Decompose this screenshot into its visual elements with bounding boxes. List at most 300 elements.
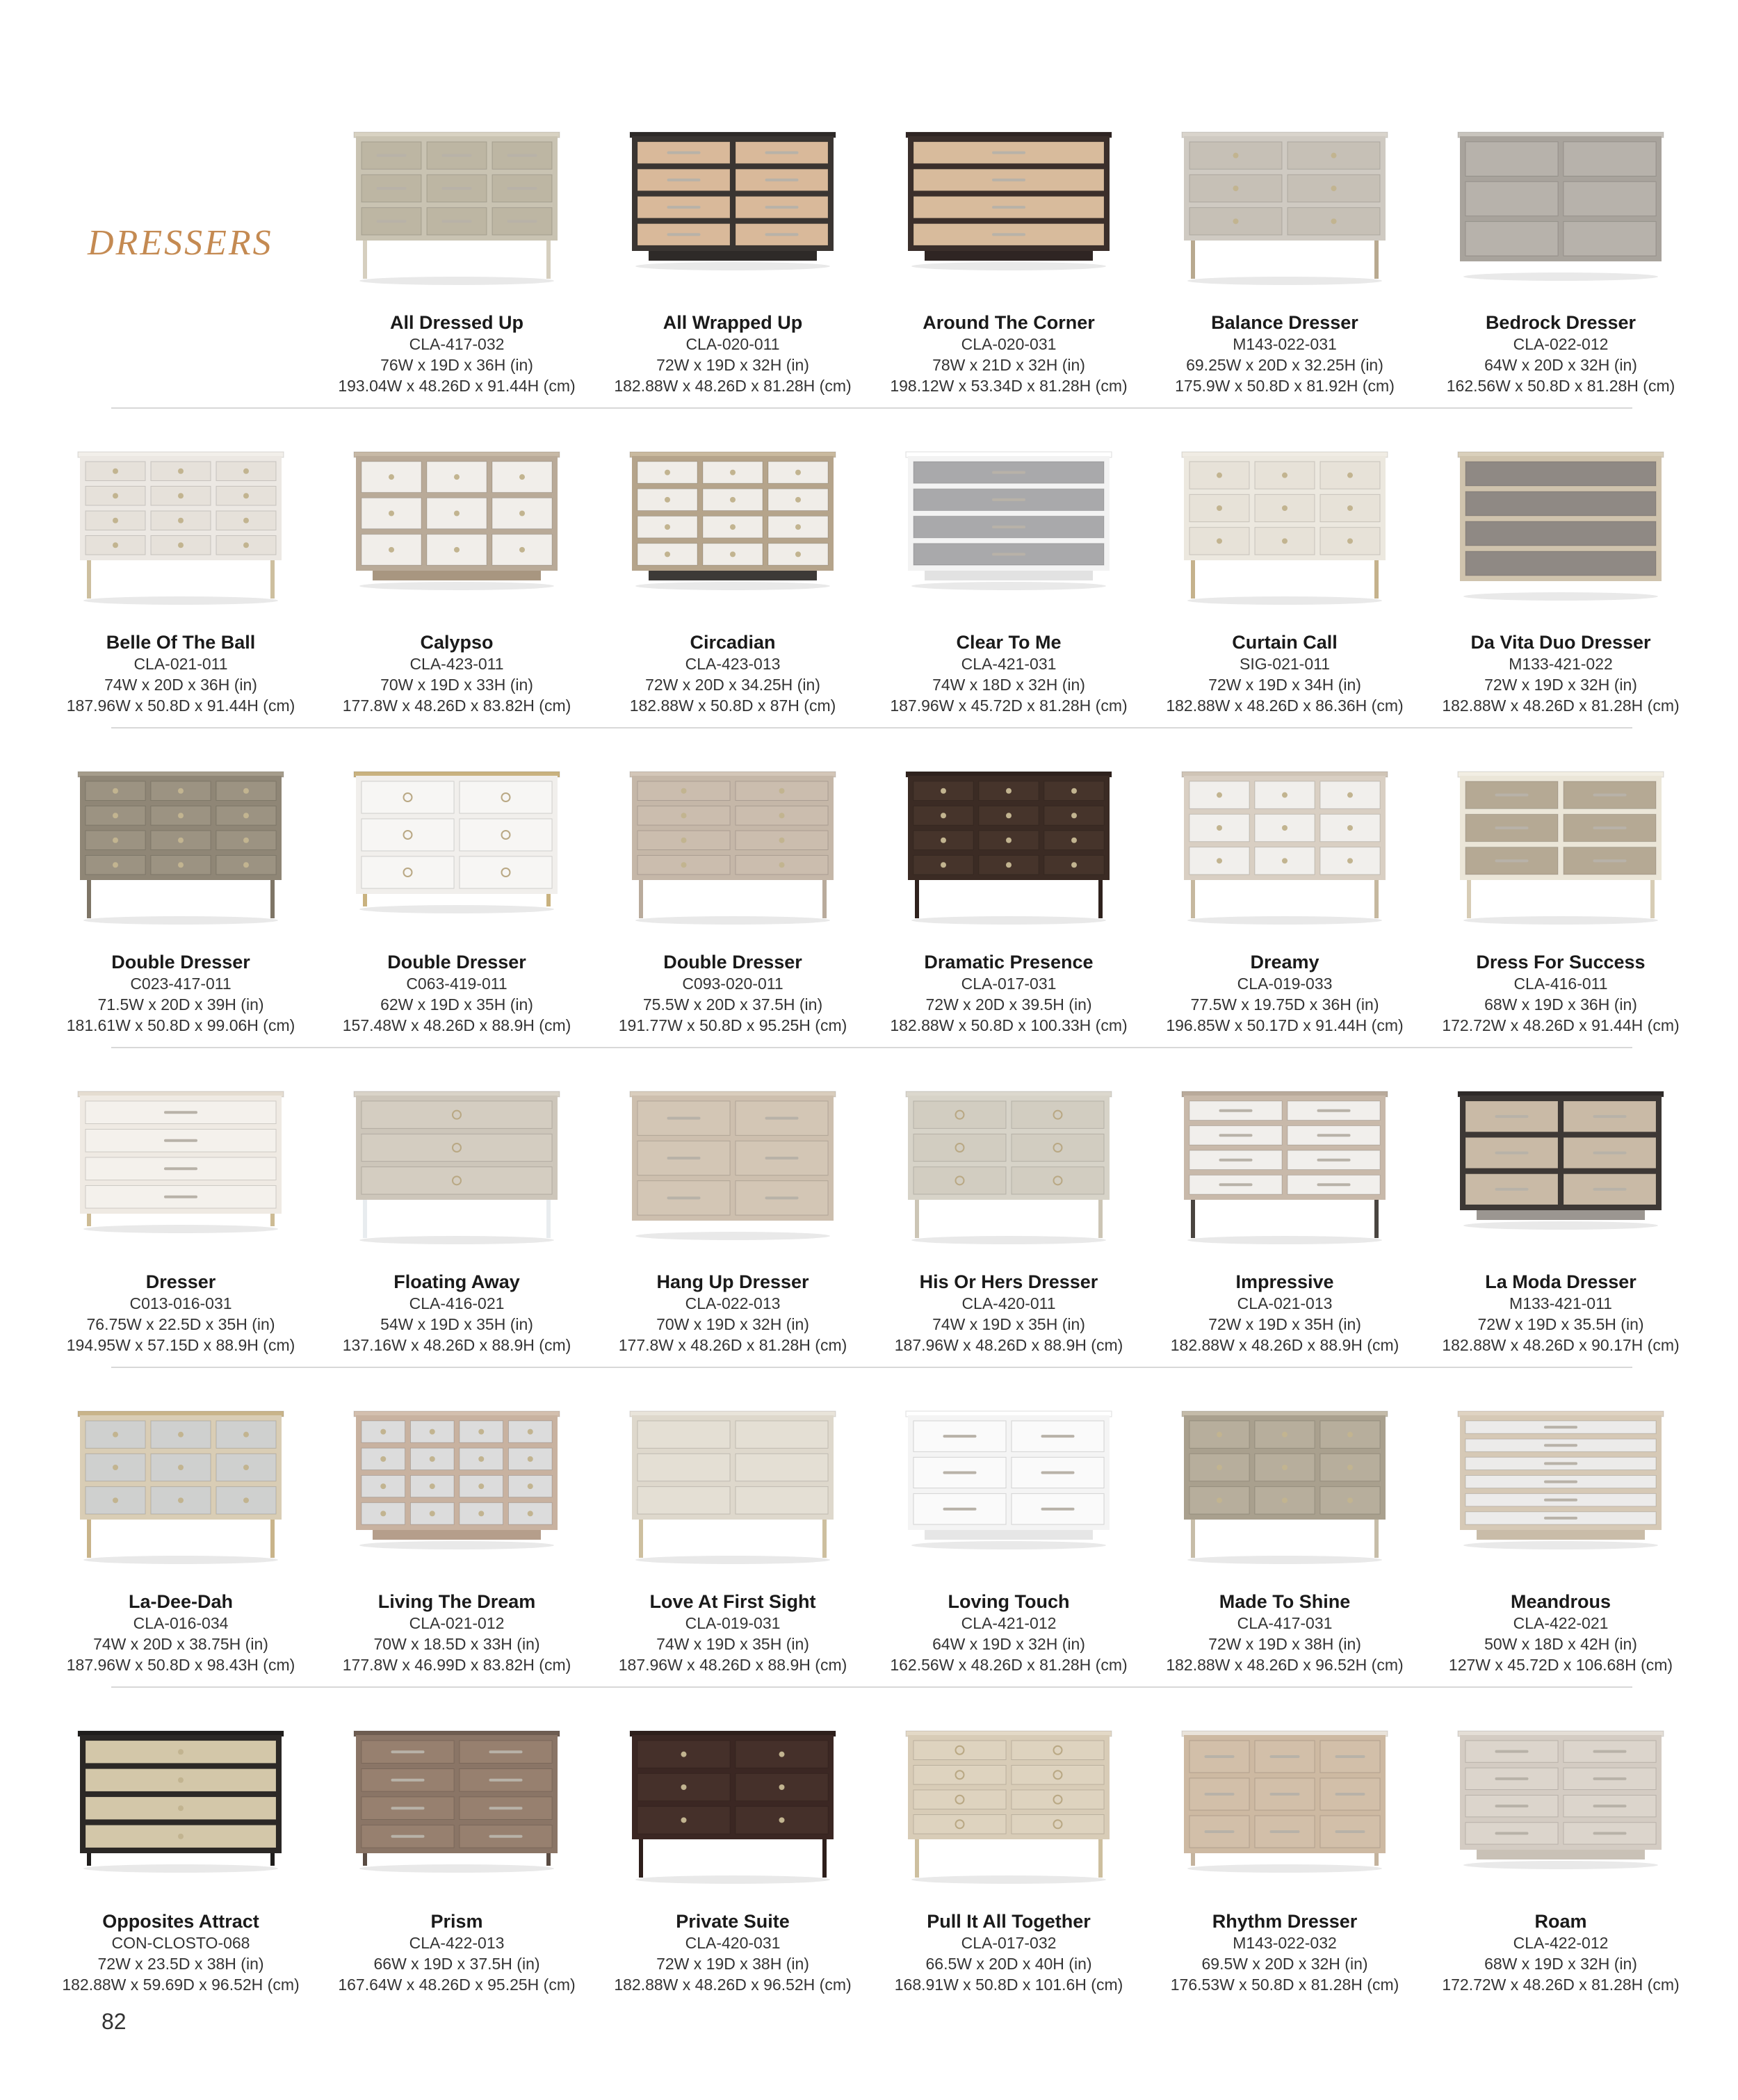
product-name: Dramatic Presence bbox=[924, 952, 1094, 972]
leg bbox=[1098, 1839, 1103, 1878]
drawer-pull bbox=[1041, 1508, 1075, 1511]
leg bbox=[546, 1200, 551, 1238]
drawer-pull bbox=[391, 1835, 425, 1838]
drawer-pull bbox=[765, 1117, 799, 1120]
dimensions-centimeters: 182.88W x 48.26D x 86.36H (cm) bbox=[1166, 697, 1404, 715]
product-card bbox=[1146, 1724, 1424, 1995]
product-name: Double Dresser bbox=[387, 952, 526, 972]
drawer-pull bbox=[765, 1157, 799, 1159]
drawer-knob bbox=[430, 1429, 435, 1435]
drawer-front bbox=[362, 781, 454, 813]
product-name: Double Dresser bbox=[111, 952, 250, 972]
drawer-knob bbox=[1217, 505, 1222, 511]
drawer-pull bbox=[507, 220, 537, 222]
product-sku: CLA-019-031 bbox=[685, 1614, 781, 1632]
product-name: Bedrock Dresser bbox=[1485, 312, 1637, 333]
drawer-knob bbox=[941, 838, 946, 843]
drawer-pull bbox=[1544, 1517, 1577, 1520]
product-sku: CLA-420-011 bbox=[961, 1294, 1056, 1312]
leg bbox=[1098, 880, 1103, 918]
product-name: Love At First Sight bbox=[649, 1591, 816, 1612]
drawer-pull bbox=[391, 1807, 425, 1809]
drawer-pull bbox=[1495, 1777, 1529, 1780]
drawer-pull bbox=[507, 154, 537, 157]
product-name: Opposites Attract bbox=[102, 1911, 259, 1932]
leg bbox=[639, 1520, 643, 1558]
dresser-illustration bbox=[618, 125, 847, 292]
shadow bbox=[83, 1556, 278, 1564]
shadow bbox=[1463, 1221, 1658, 1230]
drawer-pull bbox=[992, 233, 1025, 236]
drawer-knob bbox=[1282, 1465, 1288, 1470]
product-image bbox=[894, 1084, 1123, 1251]
drawer-front bbox=[362, 819, 454, 851]
drawer-front bbox=[1564, 222, 1656, 256]
drawer-knob bbox=[243, 1432, 249, 1438]
drawer-knob bbox=[528, 1456, 533, 1462]
product-image bbox=[894, 445, 1123, 612]
leg bbox=[915, 1839, 919, 1878]
drawer-knob bbox=[1217, 473, 1222, 478]
drawer-pull bbox=[377, 220, 407, 222]
dimensions-centimeters: 182.88W x 48.26D x 96.52H (cm) bbox=[614, 1976, 852, 1994]
dresser-illustration bbox=[1446, 1404, 1675, 1571]
product-sku: CLA-423-013 bbox=[685, 655, 781, 673]
product-image bbox=[342, 125, 571, 292]
drawer-knob bbox=[113, 518, 118, 523]
product-image bbox=[894, 1724, 1123, 1891]
product-image bbox=[618, 1724, 847, 1891]
drawer-pull bbox=[1219, 1183, 1253, 1186]
leg bbox=[1374, 241, 1379, 279]
product-card bbox=[594, 765, 872, 1036]
drawer-pull bbox=[1593, 827, 1627, 829]
row-divider bbox=[111, 1686, 1632, 1688]
dresser-illustration bbox=[618, 1084, 847, 1251]
dresser-illustration bbox=[342, 445, 571, 612]
product-name: Dreamy bbox=[1250, 952, 1319, 972]
product-name: Balance Dresser bbox=[1211, 312, 1358, 333]
drawer-pull bbox=[1317, 1109, 1351, 1112]
drawer-knob bbox=[178, 542, 184, 548]
product-sku: CLA-021-011 bbox=[133, 655, 228, 673]
drawer-knob bbox=[1282, 792, 1288, 798]
product-image bbox=[1446, 765, 1675, 931]
shadow bbox=[911, 916, 1106, 925]
dresser-illustration bbox=[894, 125, 1123, 292]
drawer-knob bbox=[779, 838, 785, 843]
drawer-knob bbox=[795, 497, 801, 503]
shadow bbox=[1463, 272, 1658, 281]
drawer-front bbox=[736, 1487, 828, 1514]
dresser-illustration bbox=[1170, 445, 1399, 612]
leg bbox=[639, 880, 643, 918]
drawer-front bbox=[913, 1815, 1006, 1834]
dresser-illustration bbox=[1170, 1084, 1399, 1251]
leg bbox=[363, 894, 367, 906]
drawer-knob bbox=[243, 813, 249, 818]
drawer-pull bbox=[1495, 1115, 1529, 1118]
product-image bbox=[1170, 1084, 1399, 1251]
product-sku: M133-421-022 bbox=[1509, 655, 1613, 673]
product-sku: CLA-022-013 bbox=[685, 1294, 781, 1312]
drawer-knob bbox=[243, 1465, 249, 1470]
product-name: La Moda Dresser bbox=[1485, 1271, 1637, 1292]
drawer-front bbox=[1012, 1101, 1104, 1128]
dimensions-inches: 74W x 18D x 32H (in) bbox=[932, 676, 1085, 694]
drawer-pull bbox=[1495, 1832, 1529, 1834]
drawer-pull bbox=[765, 206, 799, 209]
drawer-pull bbox=[992, 206, 1025, 209]
dimensions-centimeters: 176.53W x 50.8D x 81.28H (cm) bbox=[1170, 1976, 1399, 1994]
drawer-pull bbox=[1335, 1793, 1365, 1796]
drawer-knob bbox=[665, 470, 670, 475]
drawer-front bbox=[736, 1454, 828, 1481]
dimensions-centimeters: 196.85W x 50.17D x 91.44H (cm) bbox=[1166, 1016, 1404, 1034]
leg bbox=[822, 1520, 827, 1558]
drawer-pull bbox=[1495, 794, 1529, 797]
drawer-front bbox=[1012, 1167, 1104, 1194]
product-sku: CLA-416-021 bbox=[409, 1294, 505, 1312]
drawer-front bbox=[460, 856, 552, 888]
drawer-pull bbox=[1205, 1755, 1235, 1758]
shadow bbox=[83, 1225, 278, 1233]
drawer-knob bbox=[478, 1511, 484, 1516]
drawer-front bbox=[1012, 1134, 1104, 1161]
drawer-knob bbox=[1006, 838, 1012, 843]
leg bbox=[270, 560, 275, 599]
shadow bbox=[911, 1236, 1106, 1244]
shadow bbox=[1187, 1556, 1382, 1564]
drawer-front bbox=[362, 856, 454, 888]
drawer-knob bbox=[681, 838, 687, 843]
drawer-pull bbox=[1593, 1805, 1627, 1807]
dimensions-inches: 64W x 20D x 32H (in) bbox=[1484, 356, 1637, 374]
drawer-pull bbox=[992, 553, 1025, 555]
dimensions-inches: 72W x 19D x 35.5H (in) bbox=[1477, 1315, 1644, 1333]
leg bbox=[1374, 880, 1379, 918]
product-name: Clear To Me bbox=[956, 632, 1062, 653]
product-card bbox=[42, 1724, 320, 1995]
shadow bbox=[359, 905, 554, 913]
drawer-pull bbox=[1041, 1472, 1075, 1474]
product-name: Loving Touch bbox=[948, 1591, 1070, 1612]
drawer-pull bbox=[1270, 1755, 1300, 1758]
drawer-knob bbox=[1347, 1497, 1353, 1503]
drawer-front bbox=[1012, 1815, 1104, 1834]
dresser-illustration bbox=[1170, 1724, 1399, 1891]
dresser-illustration bbox=[342, 765, 571, 931]
plinth bbox=[925, 571, 1093, 580]
shadow bbox=[83, 596, 278, 605]
product-card bbox=[1422, 1084, 1700, 1356]
dresser-illustration bbox=[1446, 445, 1675, 612]
product-name: Prism bbox=[430, 1911, 483, 1932]
drawer-knob bbox=[178, 862, 184, 868]
dresser-illustration bbox=[894, 1724, 1123, 1891]
dresser-illustration bbox=[894, 765, 1123, 931]
drawer-pull bbox=[992, 526, 1025, 528]
drawer-front bbox=[1465, 222, 1558, 256]
drawer-knob bbox=[1233, 186, 1239, 191]
leg bbox=[1191, 1853, 1195, 1866]
product-name: Impressive bbox=[1235, 1271, 1334, 1292]
drawer-pull bbox=[164, 1139, 197, 1142]
drawer-knob bbox=[178, 1432, 184, 1438]
drawer-knob bbox=[1347, 1432, 1353, 1438]
dimensions-centimeters: 198.12W x 53.34D x 81.28H (cm) bbox=[890, 377, 1128, 395]
drawer-knob bbox=[178, 1834, 184, 1839]
drawer-pull bbox=[442, 187, 472, 190]
drawer-knob bbox=[1217, 1497, 1222, 1503]
drawer-pull bbox=[164, 1196, 197, 1198]
drawer-knob bbox=[113, 493, 118, 498]
drawer-front bbox=[362, 1101, 552, 1128]
dimensions-inches: 68W x 19D x 36H (in) bbox=[1484, 995, 1637, 1014]
product-image bbox=[66, 445, 295, 612]
product-card bbox=[870, 1404, 1148, 1675]
leg bbox=[1191, 241, 1195, 279]
product-sku: CLA-016-034 bbox=[133, 1614, 229, 1632]
dimensions-centimeters: 182.88W x 48.26D x 96.52H (cm) bbox=[1166, 1656, 1404, 1674]
product-name: La-Dee-Dah bbox=[128, 1591, 234, 1612]
leg bbox=[87, 560, 91, 599]
product-sku: C013-016-031 bbox=[129, 1294, 232, 1312]
drawer-pull bbox=[1495, 1750, 1529, 1753]
dimensions-centimeters: 187.96W x 48.26D x 88.9H (cm) bbox=[618, 1656, 847, 1674]
drawer-knob bbox=[1071, 838, 1077, 843]
product-name: Meandrous bbox=[1510, 1591, 1611, 1612]
product-image bbox=[66, 1724, 295, 1891]
drawer-knob bbox=[779, 862, 785, 868]
product-image bbox=[1446, 1084, 1675, 1251]
drawer-pull bbox=[943, 1508, 977, 1511]
product-image bbox=[1170, 1404, 1399, 1571]
dimensions-inches: 66.5W x 20D x 40H (in) bbox=[925, 1955, 1092, 1973]
product-sku: M143-022-031 bbox=[1233, 335, 1337, 353]
dresser-illustration bbox=[618, 445, 847, 612]
drawer-knob bbox=[1347, 538, 1353, 544]
dimensions-inches: 72W x 19D x 38H (in) bbox=[1208, 1635, 1361, 1653]
drawer-knob bbox=[478, 1483, 484, 1489]
drawer-knob bbox=[779, 1784, 785, 1790]
drawer-pull bbox=[1495, 1805, 1529, 1807]
leg bbox=[87, 1520, 91, 1558]
dimensions-centimeters: 177.8W x 48.26D x 81.28H (cm) bbox=[618, 1336, 847, 1354]
dimensions-inches: 68W x 19D x 32H (in) bbox=[1484, 1955, 1637, 1973]
leg bbox=[363, 1853, 367, 1866]
product-card bbox=[318, 1084, 596, 1356]
shadow bbox=[83, 916, 278, 925]
drawer-knob bbox=[243, 1497, 249, 1503]
product-card bbox=[1146, 1084, 1424, 1356]
drawer-knob bbox=[478, 1456, 484, 1462]
shadow bbox=[1187, 1236, 1382, 1244]
drawer-pull bbox=[765, 152, 799, 154]
product-card bbox=[594, 1404, 872, 1675]
dimensions-centimeters: 172.72W x 48.26D x 81.28H (cm) bbox=[1442, 1976, 1680, 1994]
shadow bbox=[1463, 916, 1658, 925]
drawer-pull bbox=[667, 206, 701, 209]
drawer-pull bbox=[1495, 1152, 1529, 1155]
dimensions-inches: 72W x 19D x 32H (in) bbox=[1484, 676, 1637, 694]
drawer-knob bbox=[178, 518, 184, 523]
drawer-pull bbox=[765, 179, 799, 181]
leg bbox=[87, 880, 91, 918]
drawer-pull bbox=[667, 179, 701, 181]
drawer-knob bbox=[681, 1817, 687, 1823]
drawer-front bbox=[913, 1101, 1006, 1128]
drawer-knob bbox=[1331, 153, 1337, 158]
shadow bbox=[359, 582, 554, 590]
dimensions-centimeters: 162.56W x 50.8D x 81.28H (cm) bbox=[1446, 377, 1675, 395]
product-card bbox=[1422, 445, 1700, 716]
drawer-pull bbox=[1317, 1134, 1351, 1137]
drawer-knob bbox=[1217, 792, 1222, 798]
product-card bbox=[1146, 765, 1424, 1036]
drawer-front bbox=[1012, 1766, 1104, 1785]
dimensions-inches: 72W x 19D x 35H (in) bbox=[1208, 1315, 1361, 1333]
shadow bbox=[83, 1864, 278, 1873]
product-name: All Wrapped Up bbox=[663, 312, 803, 333]
drawer-knob bbox=[941, 862, 946, 868]
product-card bbox=[1422, 1404, 1700, 1675]
product-image bbox=[618, 125, 847, 292]
leg bbox=[546, 894, 551, 906]
product-sku: M133-421-011 bbox=[1509, 1294, 1612, 1312]
drawer-knob bbox=[1217, 858, 1222, 863]
drawer-knob bbox=[1347, 858, 1353, 863]
dimensions-centimeters: 137.16W x 48.26D x 88.9H (cm) bbox=[342, 1336, 571, 1354]
dimensions-centimeters: 182.88W x 50.8D x 87H (cm) bbox=[629, 697, 836, 715]
product-name: Private Suite bbox=[676, 1911, 790, 1932]
drawer-knob bbox=[1071, 813, 1077, 818]
drawer-knob bbox=[1347, 1465, 1353, 1470]
page-number: 82 bbox=[101, 2009, 127, 2034]
dimensions-inches: 70W x 18.5D x 33H (in) bbox=[373, 1635, 540, 1653]
dresser-illustration bbox=[66, 1404, 295, 1571]
product-card bbox=[1146, 125, 1424, 396]
product-image bbox=[1446, 445, 1675, 612]
dimensions-centimeters: 162.56W x 48.26D x 81.28H (cm) bbox=[890, 1656, 1128, 1674]
product-sku: CLA-422-021 bbox=[1513, 1614, 1609, 1632]
product-card bbox=[42, 1404, 320, 1675]
plinth bbox=[649, 571, 817, 580]
dimensions-inches: 78W x 21D x 32H (in) bbox=[932, 356, 1085, 374]
drawer-knob bbox=[681, 1784, 687, 1790]
dimensions-centimeters: 187.96W x 50.8D x 98.43H (cm) bbox=[66, 1656, 295, 1674]
drawer-pull bbox=[1593, 1750, 1627, 1753]
dimensions-centimeters: 182.88W x 48.26D x 81.28H (cm) bbox=[614, 377, 852, 395]
dresser-illustration bbox=[618, 1724, 847, 1891]
product-card bbox=[318, 125, 596, 396]
dimensions-centimeters: 182.88W x 48.26D x 90.17H (cm) bbox=[1442, 1336, 1680, 1354]
dresser-illustration bbox=[66, 1724, 295, 1891]
drawer-knob bbox=[178, 469, 184, 474]
shadow bbox=[1463, 1541, 1658, 1549]
dimensions-inches: 64W x 19D x 32H (in) bbox=[932, 1635, 1085, 1653]
drawer-knob bbox=[113, 1432, 118, 1438]
drawer-pull bbox=[667, 1157, 701, 1159]
product-name: Curtain Call bbox=[1232, 632, 1338, 653]
drawer-pull bbox=[667, 1117, 701, 1120]
dimensions-inches: 70W x 19D x 32H (in) bbox=[656, 1315, 809, 1333]
drawer-knob bbox=[178, 1465, 184, 1470]
dresser-illustration bbox=[342, 1084, 571, 1251]
dimensions-centimeters: 182.88W x 48.26D x 81.28H (cm) bbox=[1442, 697, 1680, 715]
drawer-pull bbox=[765, 1196, 799, 1199]
drawer-pull bbox=[765, 233, 799, 236]
product-image bbox=[1170, 1724, 1399, 1891]
dimensions-centimeters: 182.88W x 48.26D x 88.9H (cm) bbox=[1170, 1336, 1399, 1354]
drawer-knob bbox=[1347, 505, 1353, 511]
drawer-knob bbox=[1347, 825, 1353, 831]
drawer-pull bbox=[507, 187, 537, 190]
leg bbox=[1374, 1520, 1379, 1558]
product-image bbox=[1446, 1724, 1675, 1891]
product-image bbox=[342, 445, 571, 612]
product-sku: CLA-422-012 bbox=[1513, 1934, 1609, 1952]
drawer-knob bbox=[178, 1777, 184, 1783]
drawer-front bbox=[1564, 142, 1656, 176]
product-card bbox=[42, 765, 320, 1036]
product-image bbox=[342, 1084, 571, 1251]
drawer-knob bbox=[113, 838, 118, 843]
dimensions-inches: 72W x 19D x 34H (in) bbox=[1208, 676, 1361, 694]
product-card bbox=[1422, 765, 1700, 1036]
plinth bbox=[1477, 1530, 1645, 1540]
drawer-knob bbox=[1331, 218, 1337, 224]
leg bbox=[546, 241, 551, 279]
leg bbox=[363, 1200, 367, 1238]
dimensions-inches: 75.5W x 20D x 37.5H (in) bbox=[642, 995, 823, 1014]
product-card bbox=[870, 125, 1148, 396]
plinth bbox=[1477, 1850, 1645, 1859]
drawer-pull bbox=[1219, 1109, 1253, 1112]
drawer-knob bbox=[519, 474, 525, 480]
product-sku: CLA-422-013 bbox=[409, 1934, 505, 1952]
dresser-illustration bbox=[894, 1404, 1123, 1571]
dimensions-centimeters: 187.96W x 50.8D x 91.44H (cm) bbox=[66, 697, 295, 715]
product-sku: C023-417-011 bbox=[130, 975, 232, 993]
drawer-knob bbox=[454, 474, 460, 480]
drawer-knob bbox=[1233, 153, 1239, 158]
drawer-knob bbox=[1347, 792, 1353, 798]
leg bbox=[1374, 1200, 1379, 1238]
drawer-front bbox=[460, 781, 552, 813]
drawer-pull bbox=[1219, 1159, 1253, 1162]
product-sku: CLA-420-031 bbox=[685, 1934, 781, 1952]
drawer-pull bbox=[489, 1835, 523, 1838]
leg bbox=[270, 1214, 275, 1226]
drawer-knob bbox=[389, 511, 394, 516]
plinth bbox=[925, 251, 1093, 261]
product-name: Double Dresser bbox=[663, 952, 802, 972]
dimensions-inches: 70W x 19D x 33H (in) bbox=[380, 676, 533, 694]
drawer-knob bbox=[178, 1749, 184, 1755]
drawer-pull bbox=[391, 1750, 425, 1753]
product-card bbox=[318, 445, 596, 716]
drawer-knob bbox=[1006, 813, 1012, 818]
drawer-knob bbox=[113, 813, 118, 818]
drawer-knob bbox=[1347, 473, 1353, 478]
shadow bbox=[359, 277, 554, 285]
leg bbox=[822, 1839, 827, 1878]
product-image bbox=[894, 1404, 1123, 1571]
drawer-knob bbox=[779, 1817, 785, 1823]
product-card bbox=[318, 1724, 596, 1995]
product-image bbox=[66, 765, 295, 931]
